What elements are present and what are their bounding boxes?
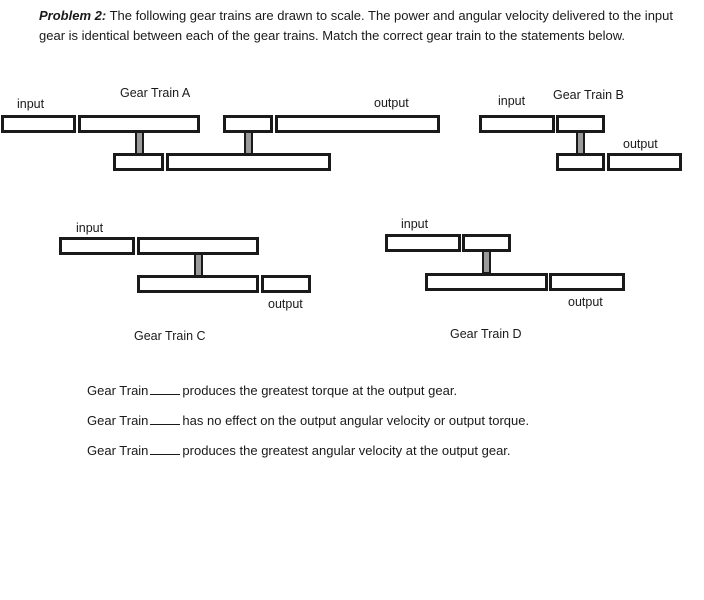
gear-train-c-input-label: input	[76, 221, 104, 235]
gear-d-input	[385, 234, 461, 252]
statement-2-prefix: Gear Train	[87, 413, 149, 428]
gear-train-a-input-label: input	[17, 97, 45, 111]
shaft-b-1	[576, 131, 585, 155]
gear-d-output	[549, 273, 625, 291]
shaft-a-1	[135, 131, 144, 155]
statement-3-blank[interactable]	[150, 443, 180, 455]
gear-b-lower-small	[556, 153, 605, 171]
gear-b-output	[607, 153, 682, 171]
gear-train-d-output-label: output	[568, 295, 603, 309]
gear-a-lower-large	[166, 153, 331, 171]
gear-a-output	[275, 115, 440, 133]
gear-c-output	[261, 275, 311, 293]
gear-train-b-title: Gear Train B	[553, 88, 624, 102]
statement-3-text: produces the greatest angular velocity at the output gear.	[182, 443, 511, 458]
statement-3-prefix: Gear Train	[87, 443, 149, 458]
shaft-d-1	[482, 250, 491, 274]
statement-3	[87, 443, 511, 459]
gear-train-a-title: Gear Train A	[120, 86, 191, 100]
gear-train-b-output-label: output	[623, 137, 658, 151]
gear-train-b-input-label: input	[498, 94, 526, 108]
gear-train-c-title: Gear Train C	[134, 329, 206, 343]
problem-number: Problem 2:	[39, 8, 107, 23]
gear-a-input-spacer	[1, 115, 76, 133]
statement-2-text: has no effect on the output angular velocity or output torque.	[182, 413, 530, 428]
statement-2	[87, 413, 529, 429]
gear-train-d-input-label: input	[401, 217, 429, 231]
shaft-a-2	[244, 131, 253, 155]
statement-2-blank[interactable]	[150, 413, 180, 425]
problem-text: The following gear trains are drawn to scale. The power and angular velocity delivered to the input gear is identical between each of the gear trains. Match the correct gear train to the statements below.	[39, 8, 673, 43]
gear-b-input	[479, 115, 555, 133]
statement-1-prefix: Gear Train	[87, 383, 149, 398]
gear-train-c-output-label: output	[268, 297, 303, 311]
gear-a-lower-small	[113, 153, 164, 171]
statement-1-text: produces the greatest torque at the output gear.	[182, 383, 458, 398]
problem-statement	[39, 6, 679, 45]
gear-d-lower-large	[425, 273, 548, 291]
gear-train-d-title: Gear Train D	[450, 327, 522, 341]
statement-1	[87, 383, 457, 399]
gear-c-lower-large	[137, 275, 259, 293]
statement-1-blank[interactable]	[150, 383, 180, 395]
shaft-c-1	[194, 253, 203, 277]
gear-train-a-output-label: output	[374, 96, 409, 110]
gear-c-input	[59, 237, 135, 255]
